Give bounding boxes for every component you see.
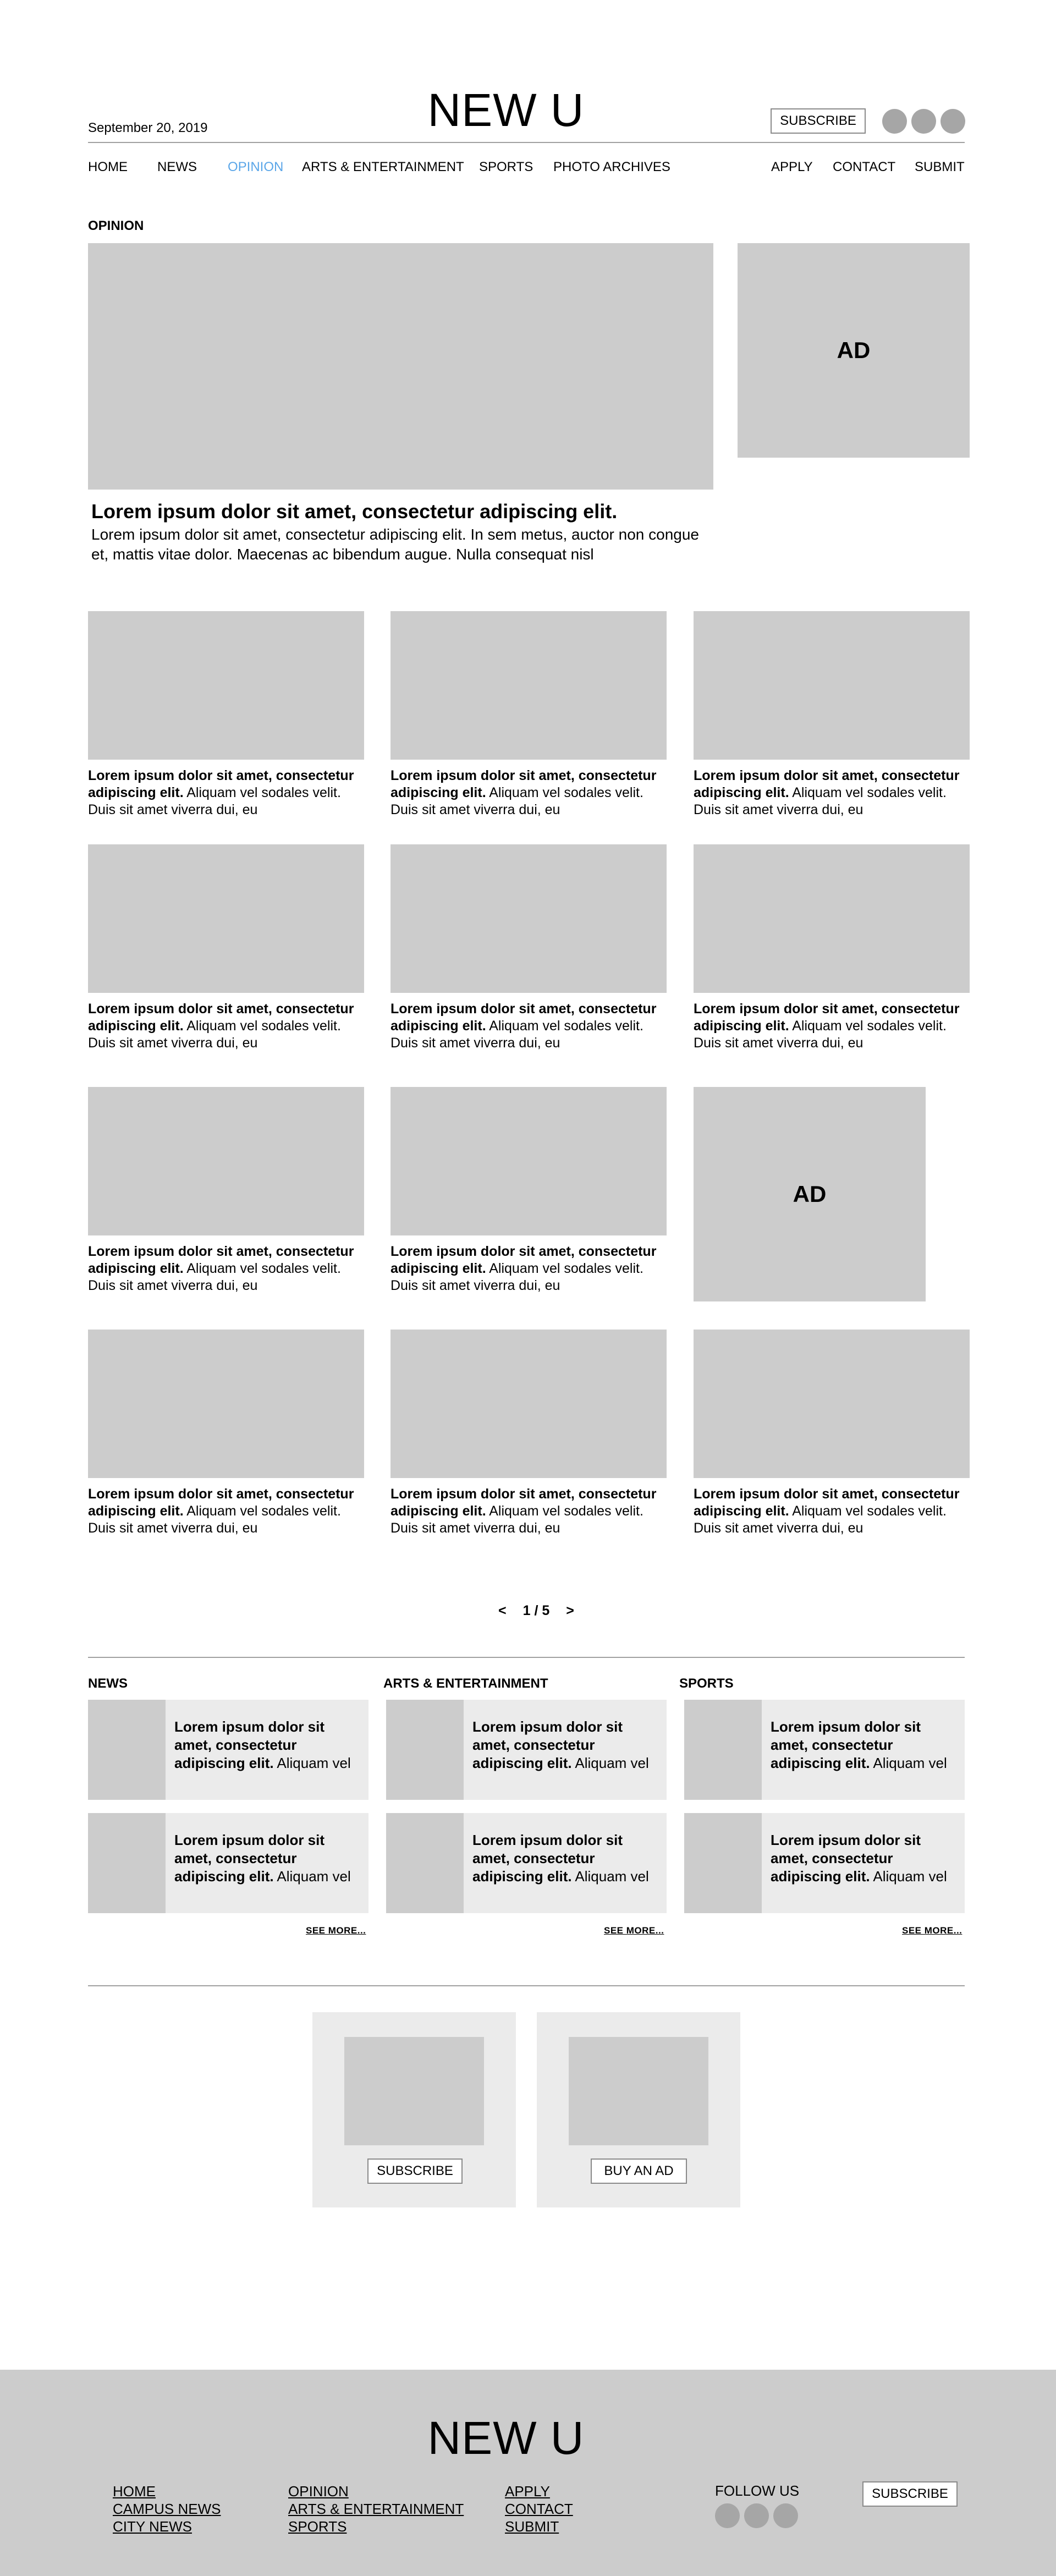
article-card-text[interactable]: [88, 767, 364, 819]
article-excerpt: Aliquam vel sodales velit. Duis sit amet viverra dui, eu: [391, 785, 644, 817]
article-headline: Lorem ipsum dolor sit amet, consectetur adipiscing elit.: [391, 768, 657, 800]
footer-link-contact[interactable]: CONTACT: [505, 2501, 573, 2517]
social-icon-1[interactable]: [882, 109, 907, 134]
mini-article-excerpt: Aliquam vel: [571, 1868, 649, 1885]
mini-article-headline: Lorem ipsum dolor sit amet, consectetur adipiscing elit.: [174, 1718, 325, 1771]
article-card-text[interactable]: [391, 1243, 667, 1294]
prev-page-button[interactable]: <: [498, 1603, 507, 1618]
buy-ad-button[interactable]: BUY AN AD: [591, 2158, 687, 2184]
mini-article-excerpt: Aliquam vel: [571, 1755, 649, 1771]
mini-article-card[interactable]: [684, 1813, 965, 1913]
footer-link-city-news[interactable]: CITY NEWS: [113, 2518, 192, 2535]
mini-article-image: [386, 1700, 464, 1800]
featured-image[interactable]: [88, 243, 713, 490]
mini-article-text: [771, 1831, 958, 1886]
nav-opinion[interactable]: OPINION: [228, 160, 284, 174]
article-headline: Lorem ipsum dolor sit amet, consectetur adipiscing elit.: [88, 1486, 354, 1519]
article-headline: Lorem ipsum dolor sit amet, consectetur adipiscing elit.: [88, 1244, 354, 1276]
follow-us-label: FOLLOW US: [715, 2482, 800, 2499]
category-title-news[interactable]: NEWS: [88, 1676, 128, 1691]
article-excerpt: Aliquam vel sodales velit. Duis sit amet viverra dui, eu: [391, 1261, 644, 1293]
article-excerpt: Aliquam vel sodales velit. Duis sit amet viverra dui, eu: [88, 1018, 341, 1051]
article-excerpt: Aliquam vel sodales velit. Duis sit amet viverra dui, eu: [88, 785, 341, 817]
nav-arts-entertainment[interactable]: ARTS & ENTERTAINMENT: [302, 160, 464, 174]
article-image[interactable]: [88, 611, 364, 760]
mini-article-headline: Lorem ipsum dolor sit amet, consectetur adipiscing elit.: [771, 1832, 921, 1885]
article-excerpt: Aliquam vel sodales velit. Duis sit amet viverra dui, eu: [391, 1503, 644, 1536]
article-card-text[interactable]: [694, 767, 970, 819]
footer-link-home[interactable]: HOME: [113, 2483, 156, 2500]
mini-article-text: [472, 1718, 659, 1772]
mini-article-card[interactable]: [88, 1700, 369, 1800]
article-card-text[interactable]: [391, 1486, 667, 1537]
article-image[interactable]: [391, 1330, 667, 1478]
article-headline: Lorem ipsum dolor sit amet, consectetur adipiscing elit.: [391, 1244, 657, 1276]
article-excerpt: Aliquam vel sodales velit. Duis sit amet viverra dui, eu: [694, 1503, 947, 1536]
nav-home[interactable]: HOME: [88, 160, 128, 174]
site-logo[interactable]: NEW U: [427, 84, 585, 136]
buy-ad-promo: [537, 2012, 740, 2207]
mini-article-text: [174, 1718, 361, 1772]
mini-article-image: [684, 1813, 762, 1913]
footer-subscribe-button[interactable]: SUBSCRIBE: [862, 2481, 958, 2507]
social-icon-2[interactable]: [911, 109, 936, 134]
nav-sports[interactable]: SPORTS: [479, 160, 534, 174]
mini-article-excerpt: Aliquam vel: [273, 1755, 351, 1771]
mini-article-image: [386, 1813, 464, 1913]
footer-social-icon-2[interactable]: [744, 2503, 769, 2528]
social-icon-3[interactable]: [941, 109, 965, 134]
nav-submit[interactable]: SUBMIT: [915, 160, 965, 174]
header-divider: [88, 142, 965, 143]
footer-link-campus-news[interactable]: CAMPUS NEWS: [113, 2501, 221, 2517]
see-more-sports-link[interactable]: SEE MORE...: [902, 1925, 963, 1936]
article-excerpt: Aliquam vel sodales velit. Duis sit amet viverra dui, eu: [694, 785, 947, 817]
see-more-news-link[interactable]: SEE MORE...: [306, 1925, 366, 1936]
footer-link-arts-entertainment[interactable]: ARTS & ENTERTAINMENT: [288, 2501, 464, 2517]
featured-headline[interactable]: Lorem ipsum dolor sit amet, consectetur adipiscing elit.: [91, 500, 618, 523]
mini-article-card[interactable]: [386, 1813, 667, 1913]
promo-divider: [88, 1985, 965, 1986]
buy-ad-promo-image: [569, 2037, 708, 2145]
article-image[interactable]: [88, 1330, 364, 1478]
pagination: [498, 1603, 574, 1619]
article-excerpt: Aliquam vel sodales velit. Duis sit amet viverra dui, eu: [88, 1261, 341, 1293]
nav-news[interactable]: NEWS: [157, 160, 197, 174]
next-page-button[interactable]: >: [566, 1603, 574, 1618]
mini-article-headline: Lorem ipsum dolor sit amet, consectetur adipiscing elit.: [472, 1832, 623, 1885]
mini-article-excerpt: Aliquam vel: [273, 1868, 351, 1885]
article-image[interactable]: [391, 844, 667, 993]
nav-apply[interactable]: APPLY: [771, 160, 813, 174]
mini-article-card[interactable]: [88, 1813, 369, 1913]
section-divider: [88, 1657, 965, 1658]
promo-subscribe-button[interactable]: SUBSCRIBE: [367, 2158, 463, 2184]
article-card-text[interactable]: [88, 1486, 364, 1537]
article-headline: Lorem ipsum dolor sit amet, consectetur adipiscing elit.: [88, 1001, 354, 1034]
mini-article-text: [174, 1831, 361, 1886]
mini-article-image: [88, 1813, 166, 1913]
article-headline: Lorem ipsum dolor sit amet, consectetur adipiscing elit.: [391, 1001, 657, 1034]
footer-link-sports[interactable]: SPORTS: [288, 2518, 347, 2535]
article-image[interactable]: [391, 611, 667, 760]
mini-article-image: [684, 1700, 762, 1800]
mini-article-excerpt: Aliquam vel: [870, 1868, 947, 1885]
article-image[interactable]: [88, 844, 364, 993]
article-excerpt: Aliquam vel sodales velit. Duis sit amet viverra dui, eu: [88, 1503, 341, 1536]
ad-label: AD: [793, 1181, 827, 1207]
site-footer: [0, 2370, 1056, 2576]
mini-article-text: [771, 1718, 958, 1772]
ad-slot-top[interactable]: [738, 243, 970, 458]
footer-social-icon-1[interactable]: [715, 2503, 740, 2528]
subscribe-promo: [312, 2012, 516, 2207]
article-card-text[interactable]: [694, 1486, 970, 1537]
article-headline: Lorem ipsum dolor sit amet, consectetur adipiscing elit.: [694, 768, 960, 800]
footer-logo[interactable]: NEW U: [427, 2412, 585, 2464]
ad-slot-grid[interactable]: [694, 1087, 926, 1301]
header-subscribe-button[interactable]: SUBSCRIBE: [771, 108, 866, 134]
article-card-text[interactable]: [88, 1001, 364, 1052]
category-title-arts[interactable]: ARTS & ENTERTAINMENT: [383, 1676, 548, 1691]
mini-article-headline: Lorem ipsum dolor sit amet, consectetur adipiscing elit.: [472, 1718, 623, 1771]
article-headline: Lorem ipsum dolor sit amet, consectetur adipiscing elit.: [694, 1001, 960, 1034]
footer-link-apply[interactable]: APPLY: [505, 2483, 550, 2500]
footer-col-3: [505, 2482, 573, 2535]
mini-article-text: [472, 1831, 659, 1886]
article-card-text[interactable]: [391, 767, 667, 819]
footer-link-opinion[interactable]: OPINION: [288, 2483, 349, 2500]
mini-article-excerpt: Aliquam vel: [870, 1755, 947, 1771]
nav-contact[interactable]: CONTACT: [833, 160, 896, 174]
page-indicator: 1 / 5: [522, 1603, 550, 1618]
article-headline: Lorem ipsum dolor sit amet, consectetur adipiscing elit.: [694, 1486, 960, 1519]
footer-col-1: [113, 2482, 221, 2535]
mini-article-image: [88, 1700, 166, 1800]
article-excerpt: Aliquam vel sodales velit. Duis sit amet viverra dui, eu: [391, 1018, 644, 1051]
ad-label: AD: [837, 337, 871, 363]
article-headline: Lorem ipsum dolor sit amet, consectetur adipiscing elit.: [391, 1486, 657, 1519]
article-headline: Lorem ipsum dolor sit amet, consectetur adipiscing elit.: [88, 768, 354, 800]
featured-summary: Lorem ipsum dolor sit amet, consectetur adipiscing elit. In sem metus, auctor non congue et, mattis vitae dolor. Maecenas ac bibendum augue. Nulla consequat nisl: [91, 526, 699, 563]
article-image[interactable]: [694, 611, 970, 760]
article-image[interactable]: [391, 1087, 667, 1235]
article-excerpt: Aliquam vel sodales velit. Duis sit amet viverra dui, eu: [694, 1018, 947, 1051]
category-title-sports[interactable]: SPORTS: [679, 1676, 734, 1691]
see-more-arts-link[interactable]: SEE MORE...: [604, 1925, 664, 1936]
nav-photo-archives[interactable]: PHOTO ARCHIVES: [553, 160, 670, 174]
current-date: September 20, 2019: [88, 120, 208, 135]
footer-link-submit[interactable]: SUBMIT: [505, 2518, 559, 2535]
article-image[interactable]: [88, 1087, 364, 1235]
section-title: OPINION: [88, 218, 144, 233]
article-image[interactable]: [694, 1330, 970, 1478]
mini-article-headline: Lorem ipsum dolor sit amet, consectetur adipiscing elit.: [174, 1832, 325, 1885]
article-image[interactable]: [694, 844, 970, 993]
article-card-text[interactable]: [391, 1001, 667, 1052]
footer-col-2: [288, 2482, 464, 2535]
article-card-text[interactable]: [88, 1243, 364, 1294]
subscribe-promo-image: [344, 2037, 484, 2145]
footer-social-icon-3[interactable]: [773, 2503, 798, 2528]
mini-article-card[interactable]: [386, 1700, 667, 1800]
mini-article-headline: Lorem ipsum dolor sit amet, consectetur adipiscing elit.: [771, 1718, 921, 1771]
mini-article-card[interactable]: [684, 1700, 965, 1800]
article-card-text[interactable]: [694, 1001, 970, 1052]
